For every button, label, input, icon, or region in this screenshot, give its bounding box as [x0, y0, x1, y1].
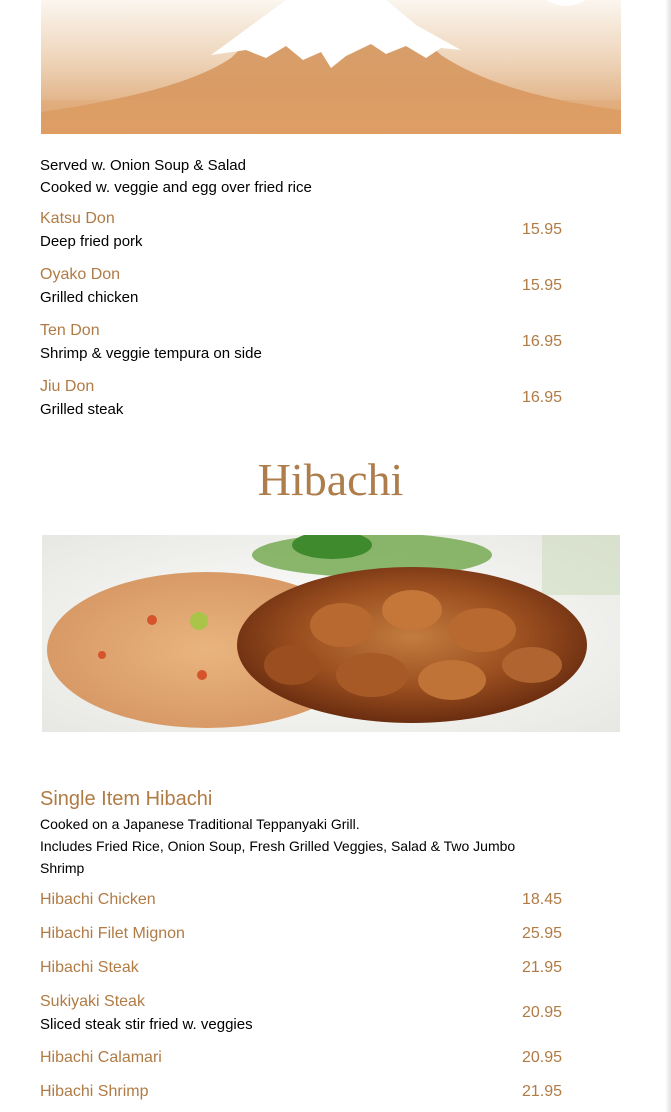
menu-item-jiu-don — [40, 376, 562, 421]
item-name: Hibachi Shrimp — [40, 1083, 149, 1100]
intro-line-1: Served w. Onion Soup & Salad — [40, 157, 246, 174]
item-name: Hibachi Chicken — [40, 891, 156, 908]
single-item-hibachi-title: Single Item Hibachi — [40, 788, 213, 810]
item-price: 16.95 — [521, 333, 562, 350]
item-price: 16.95 — [521, 389, 562, 406]
menu-item-hibachi-chicken — [40, 889, 562, 911]
item-price: 21.95 — [521, 1083, 562, 1100]
hibachi-description-line-1: Cooked on a Japanese Traditional Teppanyaki Grill. — [40, 816, 360, 832]
item-price: 21.95 — [521, 959, 562, 976]
menu-item-katsu-don — [40, 208, 562, 253]
hibachi-description — [40, 813, 530, 879]
item-price: 18.45 — [521, 891, 562, 908]
menu-item-hibachi-calamari — [40, 1047, 562, 1069]
item-description: Sliced steak stir fried w. veggies — [40, 1016, 253, 1033]
item-name: Sukiyaki Steak — [40, 993, 145, 1010]
menu-item-hibachi-steak — [40, 957, 562, 979]
item-description: Shrimp & veggie tempura on side — [40, 345, 262, 362]
don-intro — [40, 155, 312, 199]
menu-item-hibachi-filet-mignon — [40, 923, 562, 945]
item-name: Ten Don — [40, 322, 100, 339]
item-price: 25.95 — [521, 925, 562, 942]
hibachi-description-line-2: Includes Fried Rice, Onion Soup, Fresh Grilled Veggies, Salad & Two Jumbo Shrimp — [40, 838, 516, 876]
item-name: Katsu Don — [40, 210, 115, 227]
menu-item-oyako-don — [40, 264, 562, 309]
item-price: 15.95 — [521, 221, 562, 238]
item-name: Hibachi Filet Mignon — [40, 925, 185, 942]
item-name: Hibachi Calamari — [40, 1049, 162, 1066]
item-price: 20.95 — [521, 1049, 562, 1066]
menu-item-hibachi-shrimp — [40, 1081, 562, 1103]
item-description: Grilled steak — [40, 401, 124, 418]
item-price: 15.95 — [521, 277, 562, 294]
item-price: 20.95 — [521, 1004, 562, 1021]
mount-fuji-banner-image — [41, 0, 621, 134]
page-edge-shadow — [665, 0, 671, 1112]
menu-item-ten-don — [40, 320, 562, 365]
item-name: Jiu Don — [40, 378, 95, 395]
item-description: Deep fried pork — [40, 233, 143, 250]
hibachi-chicken-photo — [42, 535, 620, 732]
section-title-hibachi: Hibachi — [257, 454, 404, 505]
item-name: Hibachi Steak — [40, 959, 139, 976]
item-description: Grilled chicken — [40, 289, 139, 306]
intro-line-2: Cooked w. veggie and egg over fried rice — [40, 179, 312, 196]
item-name: Oyako Don — [40, 266, 121, 283]
menu-item-sukiyaki-steak — [40, 991, 562, 1036]
